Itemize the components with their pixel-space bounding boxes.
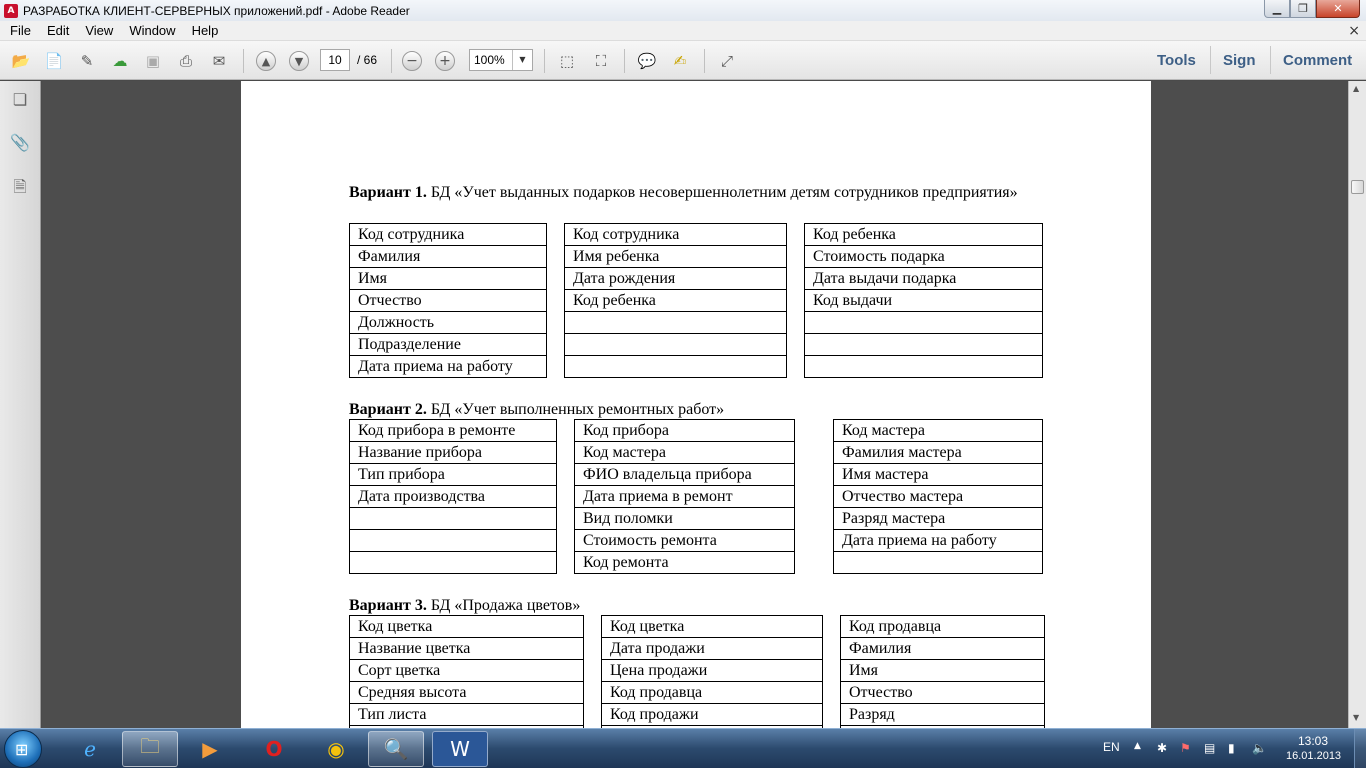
table-cell: Имя ребенка [565,246,787,268]
table-cell: Код продавца [841,616,1045,638]
table-employees [349,223,547,378]
menu-bar [0,21,1366,41]
file-explorer-icon[interactable]: 🗀 [122,731,178,767]
page-total: / 66 [357,53,378,67]
variant-label: Вариант 2. [349,401,427,418]
table-cell: Цена продажи [602,660,823,682]
image-viewer-icon[interactable]: 🔍 [368,731,424,767]
table-sales [601,615,823,728]
comment-button[interactable]: Comment [1283,52,1353,69]
variant-title: БД «Учет выполненных ремонтных работ» [426,401,725,418]
menu-file[interactable]: File [10,23,31,38]
table-devices [349,419,557,574]
table-cell: Код ребенка [805,224,1043,246]
table-cell: ФИО владельца прибора [575,464,795,486]
table-cell: Дата приема на работу [350,356,547,378]
table-cell: Имя мастера [834,464,1043,486]
adobe-reader-icon: A [4,4,18,18]
pdf-page [241,81,1151,728]
table-cell: Код цветка [350,616,584,638]
title-bar [0,0,1366,21]
comment-bubble-icon[interactable]: 💬 [637,52,657,70]
table-cell [350,552,557,574]
table-cell: Сорт цветка [350,660,584,682]
document-view [42,81,1348,728]
maximize-icon: ❐ [1298,2,1308,15]
page-number-input[interactable]: 10 [320,49,350,71]
table-cell: Тип листа [350,704,584,726]
windows-logo-icon: ⊞ [15,740,29,759]
variant-label: Вариант 1. [349,184,427,201]
table-cell: Стоимость ремонта [575,530,795,552]
zoom-out-icon[interactable]: − [402,51,422,71]
sign-button[interactable]: Sign [1223,52,1256,69]
table-cell: Вид поломки [575,508,795,530]
close-document-icon[interactable]: × [1348,23,1360,39]
edit-pdf-icon[interactable]: ✎ [80,52,94,70]
table-cell: Код продавца [602,682,823,704]
action-center-icon[interactable]: ⚑ [1180,741,1191,755]
table-cell [805,334,1043,356]
table-cell [565,334,787,356]
table-cell: Фамилия мастера [834,442,1043,464]
table-cell: Дата рождения [565,268,787,290]
table-cell: Имя [350,268,547,290]
table-cell: Стоимость подарка [805,246,1043,268]
table-children [564,223,787,378]
taskbar [0,728,1366,768]
save-icon[interactable]: ▣ [145,52,161,70]
table-repairs [574,419,795,574]
variant-label: Вариант 3. [349,597,427,614]
table-cell: Код ребенка [565,290,787,312]
table-sellers [840,615,1045,728]
window-title: РАЗРАБОТКА КЛИЕНТ-СЕРВЕРНЫХ приложений.pdf - Adobe Reader [23,3,410,18]
menu-help[interactable]: Help [191,23,219,38]
create-pdf-icon[interactable]: 📄 [44,52,64,70]
highlight-icon[interactable]: ✍ [673,52,687,70]
volume-icon[interactable]: 🔈 [1252,741,1267,755]
table-cell: Дата выдачи подарка [805,268,1043,290]
table-cell: Фамилия [841,638,1045,660]
window-controls [1264,0,1360,18]
menu-edit[interactable]: Edit [46,23,70,38]
table-cell: Код сотрудника [565,224,787,246]
table-cell [565,312,787,334]
menu-view[interactable]: View [85,23,114,38]
table-cell: Код продажи [602,704,823,726]
zoom-in-icon[interactable]: + [435,51,455,71]
full-screen-icon[interactable]: ⤢ [720,52,733,70]
opera-icon[interactable]: O [265,737,283,761]
chrome-icon[interactable]: ◉ [327,737,345,761]
previous-page-icon[interactable]: ▲ [256,51,276,71]
table-cell: Код мастера [575,442,795,464]
navigation-pane [0,81,41,728]
table-cell: Отчество [350,290,547,312]
upload-cloud-icon[interactable]: ☁ [112,52,128,70]
table-cell: Средняя высота [350,682,584,704]
show-hidden-icons-icon[interactable]: ▲ [1134,741,1141,751]
print-icon[interactable]: ⎙ [179,52,192,70]
scrollbar-thumb[interactable] [1351,180,1364,194]
variant-3-heading [349,596,1049,616]
show-desktop-button[interactable] [1354,729,1366,768]
table-cell [565,356,787,378]
variant-2-heading [349,400,1049,420]
table-cell: Код цветка [602,616,823,638]
table-gifts [804,223,1043,378]
table-cell: Тип прибора [350,464,557,486]
table-cell: Разряд [841,704,1045,726]
start-button[interactable] [4,730,42,768]
table-cell: Фамилия [350,246,547,268]
table-cell: Отчество мастера [834,486,1043,508]
clock-time[interactable]: 13:03 [1298,734,1329,748]
table-cell: Имя [841,660,1045,682]
table-cell: Подразделение [350,334,547,356]
menu-window[interactable]: Window [129,23,176,38]
fit-width-icon[interactable]: ⛶ [595,52,607,70]
minimize-button[interactable] [1264,0,1290,18]
table-cell [350,508,557,530]
device-icon[interactable]: ▤ [1204,741,1216,755]
table-cell: Код прибора [575,420,795,442]
page-thumbnails-icon[interactable]: ❏ [12,90,28,109]
table-cell [834,552,1043,574]
fit-page-icon[interactable]: ⬚ [559,52,575,70]
signatures-icon[interactable]: 🗎 [13,177,27,196]
table-cell: Разряд мастера [834,508,1043,530]
close-icon: ✕ [1333,2,1343,15]
table-cell: Дата приема на работу [834,530,1043,552]
internet-explorer-icon[interactable]: ℯ [84,737,96,761]
table-cell: Дата продажи [602,638,823,660]
table-cell: Код выдачи [805,290,1043,312]
zoom-select[interactable] [469,49,533,71]
table-cell: Отчество [841,682,1045,704]
bluetooth-icon[interactable]: ✱ [1157,741,1168,755]
table-cell: Дата приема в ремонт [575,486,795,508]
variant-title: БД «Учет выданных подарков несовершеннолетним детям сотрудников предприятия» [426,184,1018,201]
chevron-down-icon[interactable]: ▼ [512,50,532,70]
table-cell: Должность [350,312,547,334]
media-player-icon[interactable]: ▶ [202,737,218,761]
clock-date[interactable]: 16.01.2013 [1286,750,1342,762]
table-cell: Код сотрудника [350,224,547,246]
minimize-icon: ▁ [1272,2,1282,15]
attachments-paperclip-icon[interactable]: 📎 [10,133,30,152]
tools-button[interactable]: Tools [1157,52,1196,69]
table-cell [350,530,557,552]
variant-title: БД «Продажа цветов» [426,597,581,614]
scroll-down-icon[interactable]: ▼ [1353,713,1360,722]
word-icon[interactable]: W [432,731,488,767]
table-cell [805,312,1043,334]
scroll-up-icon[interactable]: ▲ [1353,84,1360,93]
email-icon[interactable]: ✉ [212,52,226,70]
table-cell: Название цветка [350,638,584,660]
table-cell: Код прибора в ремонте [350,420,557,442]
variant-1-heading [349,183,1049,203]
table-cell: Код мастера [834,420,1043,442]
zoom-value: 100% [474,53,505,67]
table-cell [805,356,1043,378]
close-button[interactable] [1316,0,1360,18]
vertical-scrollbar[interactable] [1348,81,1366,728]
language-indicator[interactable]: EN [1103,740,1120,754]
table-cell: Дата производства [350,486,557,508]
network-signal-icon[interactable]: ▮ [1228,741,1235,755]
open-file-icon[interactable]: 📂 [11,52,31,70]
table-flowers [349,615,584,728]
table-cell: Название прибора [350,442,557,464]
table-masters [833,419,1043,574]
table-cell: Код ремонта [575,552,795,574]
next-page-icon[interactable]: ▼ [289,51,309,71]
maximize-button[interactable] [1290,0,1316,18]
